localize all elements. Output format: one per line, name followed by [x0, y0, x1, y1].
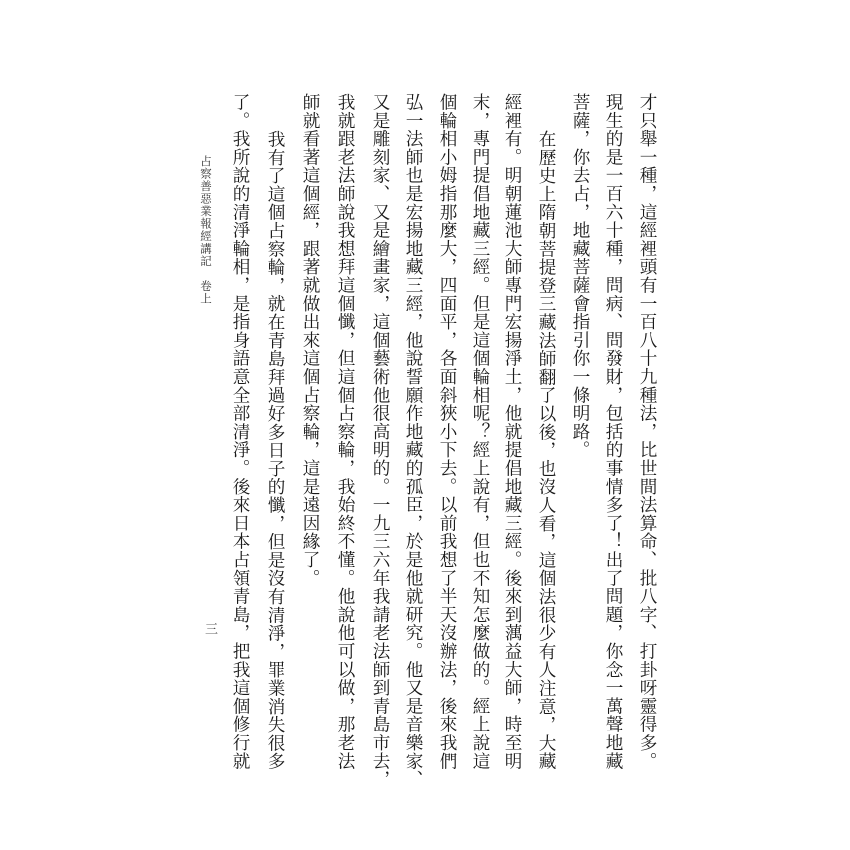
volume-label: 卷上: [199, 280, 213, 305]
text-column-12-paragraph-start: 我有了這個占察輪，就在青島拜過好多日子的懺，但是沒有清淨，罪業消失很多: [265, 130, 285, 771]
running-header: [198, 155, 214, 305]
text-column-8: 弘一法師也是宏揚地藏三經，他說誓願作地藏的孤臣，於是他就研究。他又是音樂家、: [403, 93, 423, 789]
text-column-2: 現生的是一百六十種，問病、問發財，包括的事情多了！出了問題，你念一萬聲地藏: [603, 93, 623, 771]
page-number: 三: [202, 622, 217, 635]
book-title: 占察善惡業報經講記: [199, 155, 213, 268]
text-column-5: 經裡有。明朝蓮池大師專門宏揚淨土，他就提倡地藏三經。後來到蕅益大師，時至明: [502, 93, 522, 771]
text-column-7: 個輪相小姆指那麼大，四面平，各面斜狹小下去。以前我想了半天沒辦法，後來我們: [437, 93, 457, 771]
text-column-9: 又是雕刻家、又是繪畫家，這個藝術他很高明的。一九三六年我請老法師到青島市去，: [370, 93, 390, 789]
text-column-1: 才只舉一種，這經裡頭有一百八十九種法，比世間法算命、批八字、打卦呀靈得多。: [637, 93, 657, 771]
text-column-13: 了。我所說的清淨輪相，是指身語意全部清淨。後來日本占領青島，把我這個修行就: [230, 93, 250, 771]
text-column-3: 菩薩，你去占，地藏菩薩會指引你一條明路。: [570, 93, 590, 459]
text-column-6: 末，專門提倡地藏三經。但是這個輪相呢？經上說有，但也不知怎麼做的。經上說這: [470, 93, 490, 771]
text-column-10: 我就跟老法師說我想拜這個懺，但這個占察輪，我始終不懂。他說他可以做，那老法: [335, 93, 355, 771]
text-column-4-paragraph-start: 在歷史上隋朝菩提登三藏法師翻了以後，也沒人看，這個法很少有人注意，大藏: [536, 130, 556, 771]
text-column-11: 師就看著這個經，跟著就做出來這個占察輪，這是遠因緣了。: [300, 93, 320, 588]
